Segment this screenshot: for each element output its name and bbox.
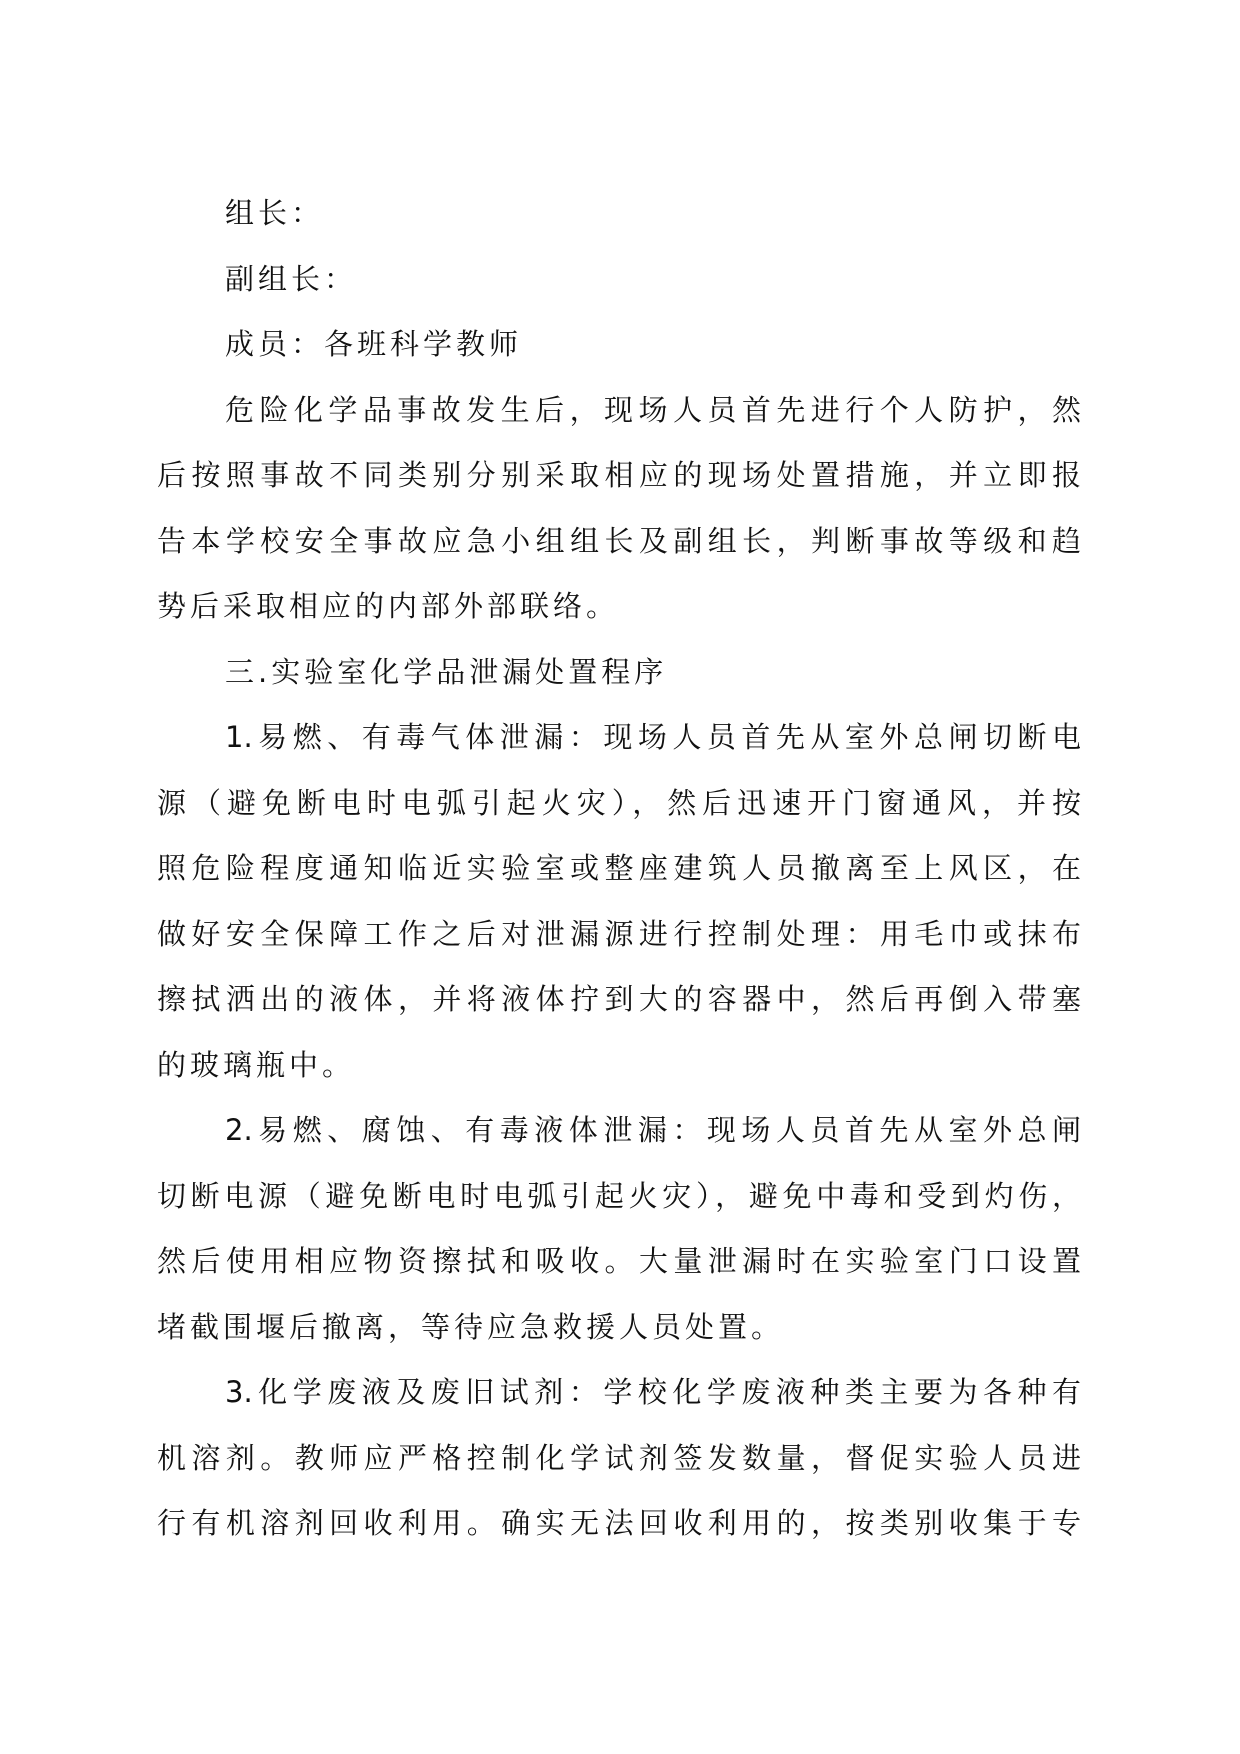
paragraph [157, 705, 1081, 1098]
text-line: 源（避免断电时电弧引起火灾），然后迅速开门窗通风，并按 [157, 785, 1081, 820]
text-line: 3.化学废液及废旧试剂：学校化学废液种类主要为各种有 [225, 1375, 1081, 1409]
text-line: 行有机溶剂回收利用。确实无法回收利用的，按类别收集于专 [157, 1506, 1081, 1540]
text-line: 危险化学品事故发生后，现场人员首先进行个人防护，然 [225, 392, 1081, 427]
text-line: 切断电源（避免断电时电弧引起火灾），避免中毒和受到灼伤， [157, 1178, 1081, 1213]
paragraph [157, 181, 1081, 247]
text-line: 组长： [225, 196, 325, 230]
text-line: 机溶剂。教师应严格控制化学试剂签发数量，督促实验人员进 [157, 1440, 1081, 1475]
text-line: 1.易燃、有毒气体泄漏：现场人员首先从室外总闸切断电 [225, 720, 1081, 754]
paragraph [157, 1098, 1081, 1360]
text-line: 势后采取相应的内部外部联络。 [157, 589, 620, 623]
paragraph [157, 247, 1081, 313]
text-line: 然后使用相应物资擦拭和吸收。大量泄漏时在实验室门口设置 [157, 1244, 1081, 1278]
document-body [157, 181, 1081, 1557]
text-line: 照危险程度通知临近实验室或整座建筑人员撤离至上风区，在 [157, 851, 1081, 885]
text-line: 堵截围堰后撤离，等待应急救援人员处置。 [157, 1309, 785, 1344]
text-line: 2.易燃、腐蚀、有毒液体泄漏：现场人员首先从室外总闸 [225, 1113, 1081, 1147]
text-line: 副组长： [225, 261, 358, 296]
text-line: 后按照事故不同类别分别采取相应的现场处置措施，并立即报 [157, 458, 1081, 492]
text-line: 的玻璃瓶中。 [157, 1047, 356, 1082]
text-line: 做好安全保障工作之后对泄漏源进行控制处理：用毛巾或抹布 [157, 916, 1081, 951]
text-line: 成员：各班科学教师 [225, 327, 523, 361]
paragraph [157, 640, 1081, 706]
text-line: 三.实验室化学品泄漏处置程序 [225, 654, 668, 689]
paragraph [157, 312, 1081, 378]
text-line: 告本学校安全事故应急小组组长及副组长，判断事故等级和趋 [157, 523, 1081, 558]
paragraph [157, 378, 1081, 640]
paragraph [157, 1360, 1081, 1557]
text-line: 擦拭洒出的液体，并将液体拧到大的容器中，然后再倒入带塞 [157, 982, 1081, 1016]
